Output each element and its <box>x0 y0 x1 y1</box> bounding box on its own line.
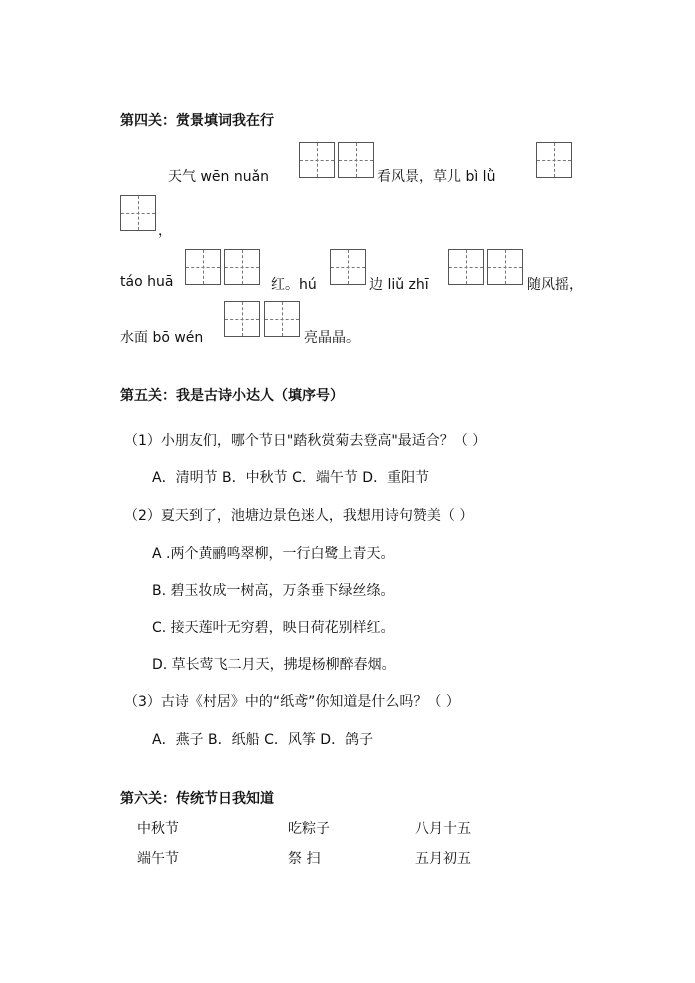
writing-grid-4[interactable] <box>120 195 156 231</box>
writing-grid-8[interactable] <box>448 249 484 285</box>
writing-grid-11[interactable] <box>264 301 300 337</box>
question-3: （3）古诗《村居》中的“纸鸢”你知道是什么吗？（ ） <box>124 694 460 710</box>
question-2-option-d: D. 草长莺飞二月天，拂堤杨柳醉春烟。 <box>152 657 396 673</box>
line3-red: 红。hú <box>271 277 317 293</box>
section4-heading: 第四关：赏景填词我在行 <box>120 113 274 129</box>
writing-grid-9[interactable] <box>487 249 523 285</box>
question-1-options: A．清明节 B．中秋节 C．端午节 D．重阳节 <box>152 470 430 486</box>
line3-side: 边 liǔ zhī <box>369 277 429 293</box>
custom-2: 祭 扫 <box>288 851 321 867</box>
writing-grid-6[interactable] <box>224 249 260 285</box>
line4-suffix: 亮晶晶。 <box>304 330 360 346</box>
question-1: （1）小朋友们，哪个节日"踏秋赏菊去登高"最适合？（ ） <box>124 433 487 449</box>
festival-1: 中秋节 <box>137 821 179 837</box>
writing-grid-10[interactable] <box>224 301 260 337</box>
section5-heading: 第五关：我是古诗小达人（填序号） <box>120 388 344 404</box>
question-3-options: A．燕子 B．纸船 C．风筝 D．鸽子 <box>152 732 374 748</box>
line3-prefix: táo huā <box>120 274 174 290</box>
custom-1: 吃粽子 <box>288 821 330 837</box>
writing-grid-1[interactable] <box>299 142 335 178</box>
question-2-option-b: B. 碧玉妆成一树高，万条垂下绿丝绦。 <box>152 583 395 599</box>
section6-heading: 第六关：传统节日我知道 <box>120 791 274 807</box>
question-2-option-c: C. 接天莲叶无穷碧，映日荷花别样红。 <box>152 620 395 636</box>
writing-grid-5[interactable] <box>185 249 221 285</box>
line1-prefix: 天气 wēn nuǎn <box>168 169 270 185</box>
writing-grid-3[interactable] <box>536 142 572 178</box>
date-2: 五月初五 <box>415 851 471 867</box>
date-1: 八月十五 <box>415 821 471 837</box>
question-2: （2）夏天到了，池塘边景色迷人，我想用诗句赞美（ ） <box>124 508 474 524</box>
line4-prefix: 水面 bō wén <box>120 330 204 346</box>
line2-comma: ， <box>158 223 172 239</box>
question-2-option-a: A .两个黄鹂鸣翠柳，一行白鹭上青天。 <box>152 546 395 562</box>
festival-2: 端午节 <box>137 851 179 867</box>
writing-grid-2[interactable] <box>338 142 374 178</box>
line3-suffix: 随风摇， <box>527 277 583 293</box>
writing-grid-7[interactable] <box>330 249 366 285</box>
line1-middle: 看风景，草儿 bì lǜ <box>377 169 496 185</box>
